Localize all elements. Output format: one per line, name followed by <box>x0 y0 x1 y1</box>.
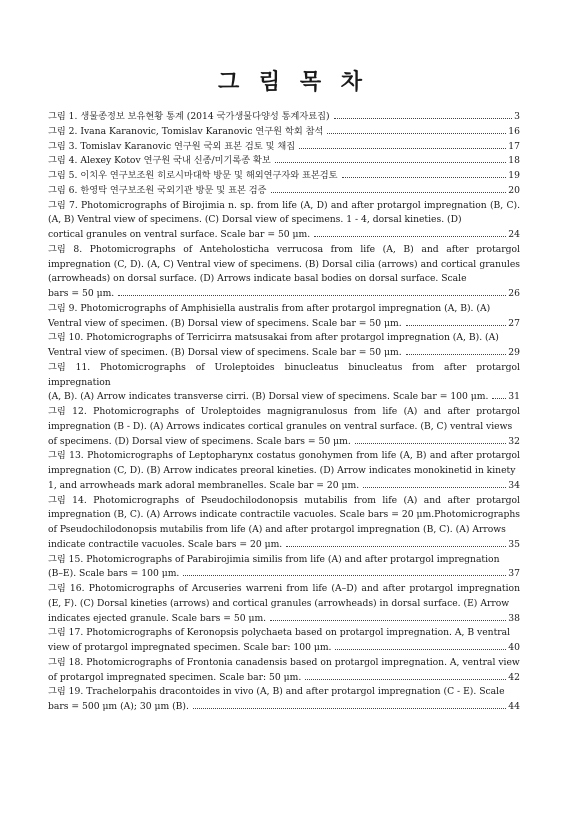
entry-text-last-line: Ventral view of specimen. (B) Dorsal view of specimens. Scale bar = 50 μm. <box>48 317 402 329</box>
toc-entry[interactable] <box>48 361 520 405</box>
dot-leader <box>342 177 507 178</box>
entry-text: 그림 2. Ivana Karanovic, Tomislav Karanovic 연구원 학회 참석 <box>48 125 324 137</box>
toc-entry[interactable] <box>48 199 520 243</box>
page-number: 34 <box>508 479 520 491</box>
toc-entry[interactable] <box>48 553 520 583</box>
entry-text-last-line: cortical granules on ventral surface. Scale bar = 50 μm. <box>48 229 311 240</box>
toc-entry[interactable] <box>48 405 520 449</box>
dot-leader <box>286 546 506 547</box>
dot-leader <box>183 575 506 576</box>
dot-leader <box>363 487 506 488</box>
page-number: 44 <box>508 701 520 712</box>
page-number: 19 <box>508 170 520 181</box>
page-number: 24 <box>508 229 520 240</box>
dot-leader <box>334 118 513 119</box>
page-number: 27 <box>508 317 520 329</box>
entry-text: 그림 17. Photomicrographs of Keronopsis polychaeta based on protargol impregnation. A, B ventral <box>48 627 511 639</box>
page-title: 그 림 목 차 <box>218 69 368 95</box>
entry-text: 그림 18. Photomicrographs of Frontonia canadensis based on protargol impregnation. A, ventral view <box>48 656 520 668</box>
toc-entry[interactable] <box>48 626 520 656</box>
entry-text: 그림 7. Photomicrographs of Birojimia n. sp. from life (A, D) and after protargol impregnation (B, C). (A, B) Ventral view of specimens. (C) Dorsal view of specimens. 1 - 4, dorsal kineties. (D) <box>48 199 520 226</box>
toc-entry[interactable] <box>48 169 520 184</box>
entry-text: 그림 14. Photomicrographs of Pseudochilodonopsis mutabilis from life (A) and after protargol impregnation (B, C). (A) Arrows indicate contractile vacuoles. Scale bars = 20 μm.Photomicrographs of Pseudochilodonopsis mutabilis from life (A) and after protargol impregnation (B, C). (A) Arrows <box>48 494 520 535</box>
toc-entry[interactable] <box>48 243 520 302</box>
toc-entry[interactable] <box>48 449 520 493</box>
dot-leader <box>270 620 506 621</box>
figure-list <box>48 110 520 715</box>
entry-text-last-line: (B–E). Scale bars = 100 μm. <box>48 568 180 580</box>
entry-text: 그림 3. Tomislav Karanovic 연구원 국외 표본 검토 및 채집 <box>48 140 296 152</box>
toc-entry[interactable] <box>48 184 520 199</box>
page-number: 37 <box>508 568 520 580</box>
dot-leader <box>299 148 506 149</box>
entry-text: 그림 8. Photomicrographs of Anteholosticha verrucosa from life (A, B) and after protargol impregnation (C, D). (A, C) Ventral view of specimens. (B) Dorsal cilia (arrows) and cortical granules (arrowheads) on dorsal surface. (D) Arrows indicate basal bodies on dorsal surface. Scale <box>48 243 520 285</box>
entry-text: 그림 16. Photomicrographs of Arcuseries warreni from life (A–D) and after protargol impregnation (E, F). (C) Dorsal kineties (arrows) and cortical granules (arrowheads) in dorsal surface. (E) Arrow <box>48 583 520 609</box>
entry-text: 그림 12. Photomicrographs of Uroleptoides magnigranulosus from life (A) and after protargol impregnation (B - D). (A) Arrows indicates cortical granules on ventral surface. (B, C) ventral views <box>48 406 520 432</box>
page-number: 40 <box>508 642 520 653</box>
dot-leader <box>327 133 506 134</box>
toc-entry[interactable] <box>48 656 520 686</box>
page-number: 29 <box>508 347 520 358</box>
entry-text: 그림 6. 한영탁 연구보조원 국외기관 방문 및 표본 검증 <box>48 184 267 196</box>
entry-text-last-line: view of protargol impregnated specimen. Scale bar: 100 μm. <box>48 642 332 653</box>
page-number: 35 <box>508 538 520 550</box>
toc-entry[interactable] <box>48 685 520 715</box>
toc-entry[interactable] <box>48 302 520 332</box>
page-number: 42 <box>508 671 520 683</box>
page-number: 38 <box>508 612 520 624</box>
toc-entry[interactable] <box>48 140 520 155</box>
page-number: 31 <box>508 391 520 403</box>
dot-leader <box>271 192 507 193</box>
entry-text: 그림 9. Photomicrographs of Amphisiella australis from after protargol impregnation (A, B). (A) <box>48 302 491 314</box>
entry-text-last-line: bars = 500 μm (A); 30 μm (B). <box>48 701 189 712</box>
dot-leader <box>406 354 507 355</box>
entry-text-last-line: 1, and arrowheads mark adoral membranelles. Scale bar = 20 μm. <box>48 479 360 491</box>
page-number: 18 <box>508 155 520 167</box>
dot-leader <box>355 443 507 444</box>
page-number: 3 <box>514 111 520 122</box>
entry-text: 그림 13. Photomicrographs of Leptopharynx costatus gonohymen from life (A, B) and after protargol impregnation (C, D). (B) Arrow indicates preoral kineties. (D) Arrow indicates monokinetid in kinety <box>48 450 520 476</box>
page-number: 17 <box>508 140 520 152</box>
entry-text-last-line: of protargol impregnated specimen. Scale bar: 50 μm. <box>48 671 302 683</box>
entry-text-last-line: (A, B). (A) Arrow indicates transverse cirri. (B) Dorsal view of specimens. Scale bar = 100 μm. <box>48 391 489 403</box>
entry-text: 그림 10. Photomicrographs of Terricirra matsusakai from after protargol impregnation (A, B). (A) <box>48 332 499 344</box>
entry-text-last-line: bars = 50 μm. <box>48 288 115 299</box>
dot-leader <box>406 325 507 326</box>
toc-entry[interactable] <box>48 154 520 169</box>
entry-text-last-line: indicate contractile vacuoles. Scale bars = 20 μm. <box>48 538 283 550</box>
dot-leader <box>305 679 506 680</box>
entry-text: 그림 5. 이치우 연구보조원 히로시마대학 방문 및 해외연구자와 표본검토 <box>48 170 338 181</box>
toc-entry[interactable] <box>48 331 520 361</box>
dot-leader <box>193 708 506 709</box>
page-number: 32 <box>508 435 520 447</box>
entry-text: 그림 4. Alexey Kotov 연구원 국내 신종/미기록종 확보 <box>48 155 271 167</box>
page-number: 16 <box>508 125 520 137</box>
page-number: 20 <box>508 184 520 196</box>
entry-text: 그림 19. Trachelorpahis dracontoides in vivo (A, B) and after protargol impregnation (C - E). Scale <box>48 686 505 698</box>
entry-text: 그림 1. 생물종정보 보유현황 통계 (2014 국가생물다양성 통계자료집) <box>48 111 330 122</box>
entry-text-last-line: indicates ejected granule. Scale bars = 50 μm. <box>48 612 267 624</box>
toc-entry[interactable] <box>48 110 520 125</box>
toc-entry[interactable] <box>48 125 520 140</box>
dot-leader <box>118 295 506 296</box>
dot-leader <box>492 398 506 399</box>
entry-text: 그림 15. Photomicrographs of Parabirojimia similis from life (A) and after protargol impregnation <box>48 553 500 565</box>
dot-leader <box>314 236 506 237</box>
dot-leader <box>335 649 506 650</box>
page-number: 26 <box>508 288 520 299</box>
entry-text: 그림 11. Photomicrographs of Uroleptoides binucleatus binucleatus from after protargol impregnation <box>48 361 520 388</box>
toc-entry[interactable] <box>48 582 520 626</box>
entry-text-last-line: of specimens. (D) Dorsal view of specimens. Scale bars = 50 μm. <box>48 435 351 447</box>
entry-text-last-line: Ventral view of specimen. (B) Dorsal view of specimens. Scale bar = 50 μm. <box>48 347 402 358</box>
dot-leader <box>275 162 506 163</box>
toc-entry[interactable] <box>48 494 520 553</box>
